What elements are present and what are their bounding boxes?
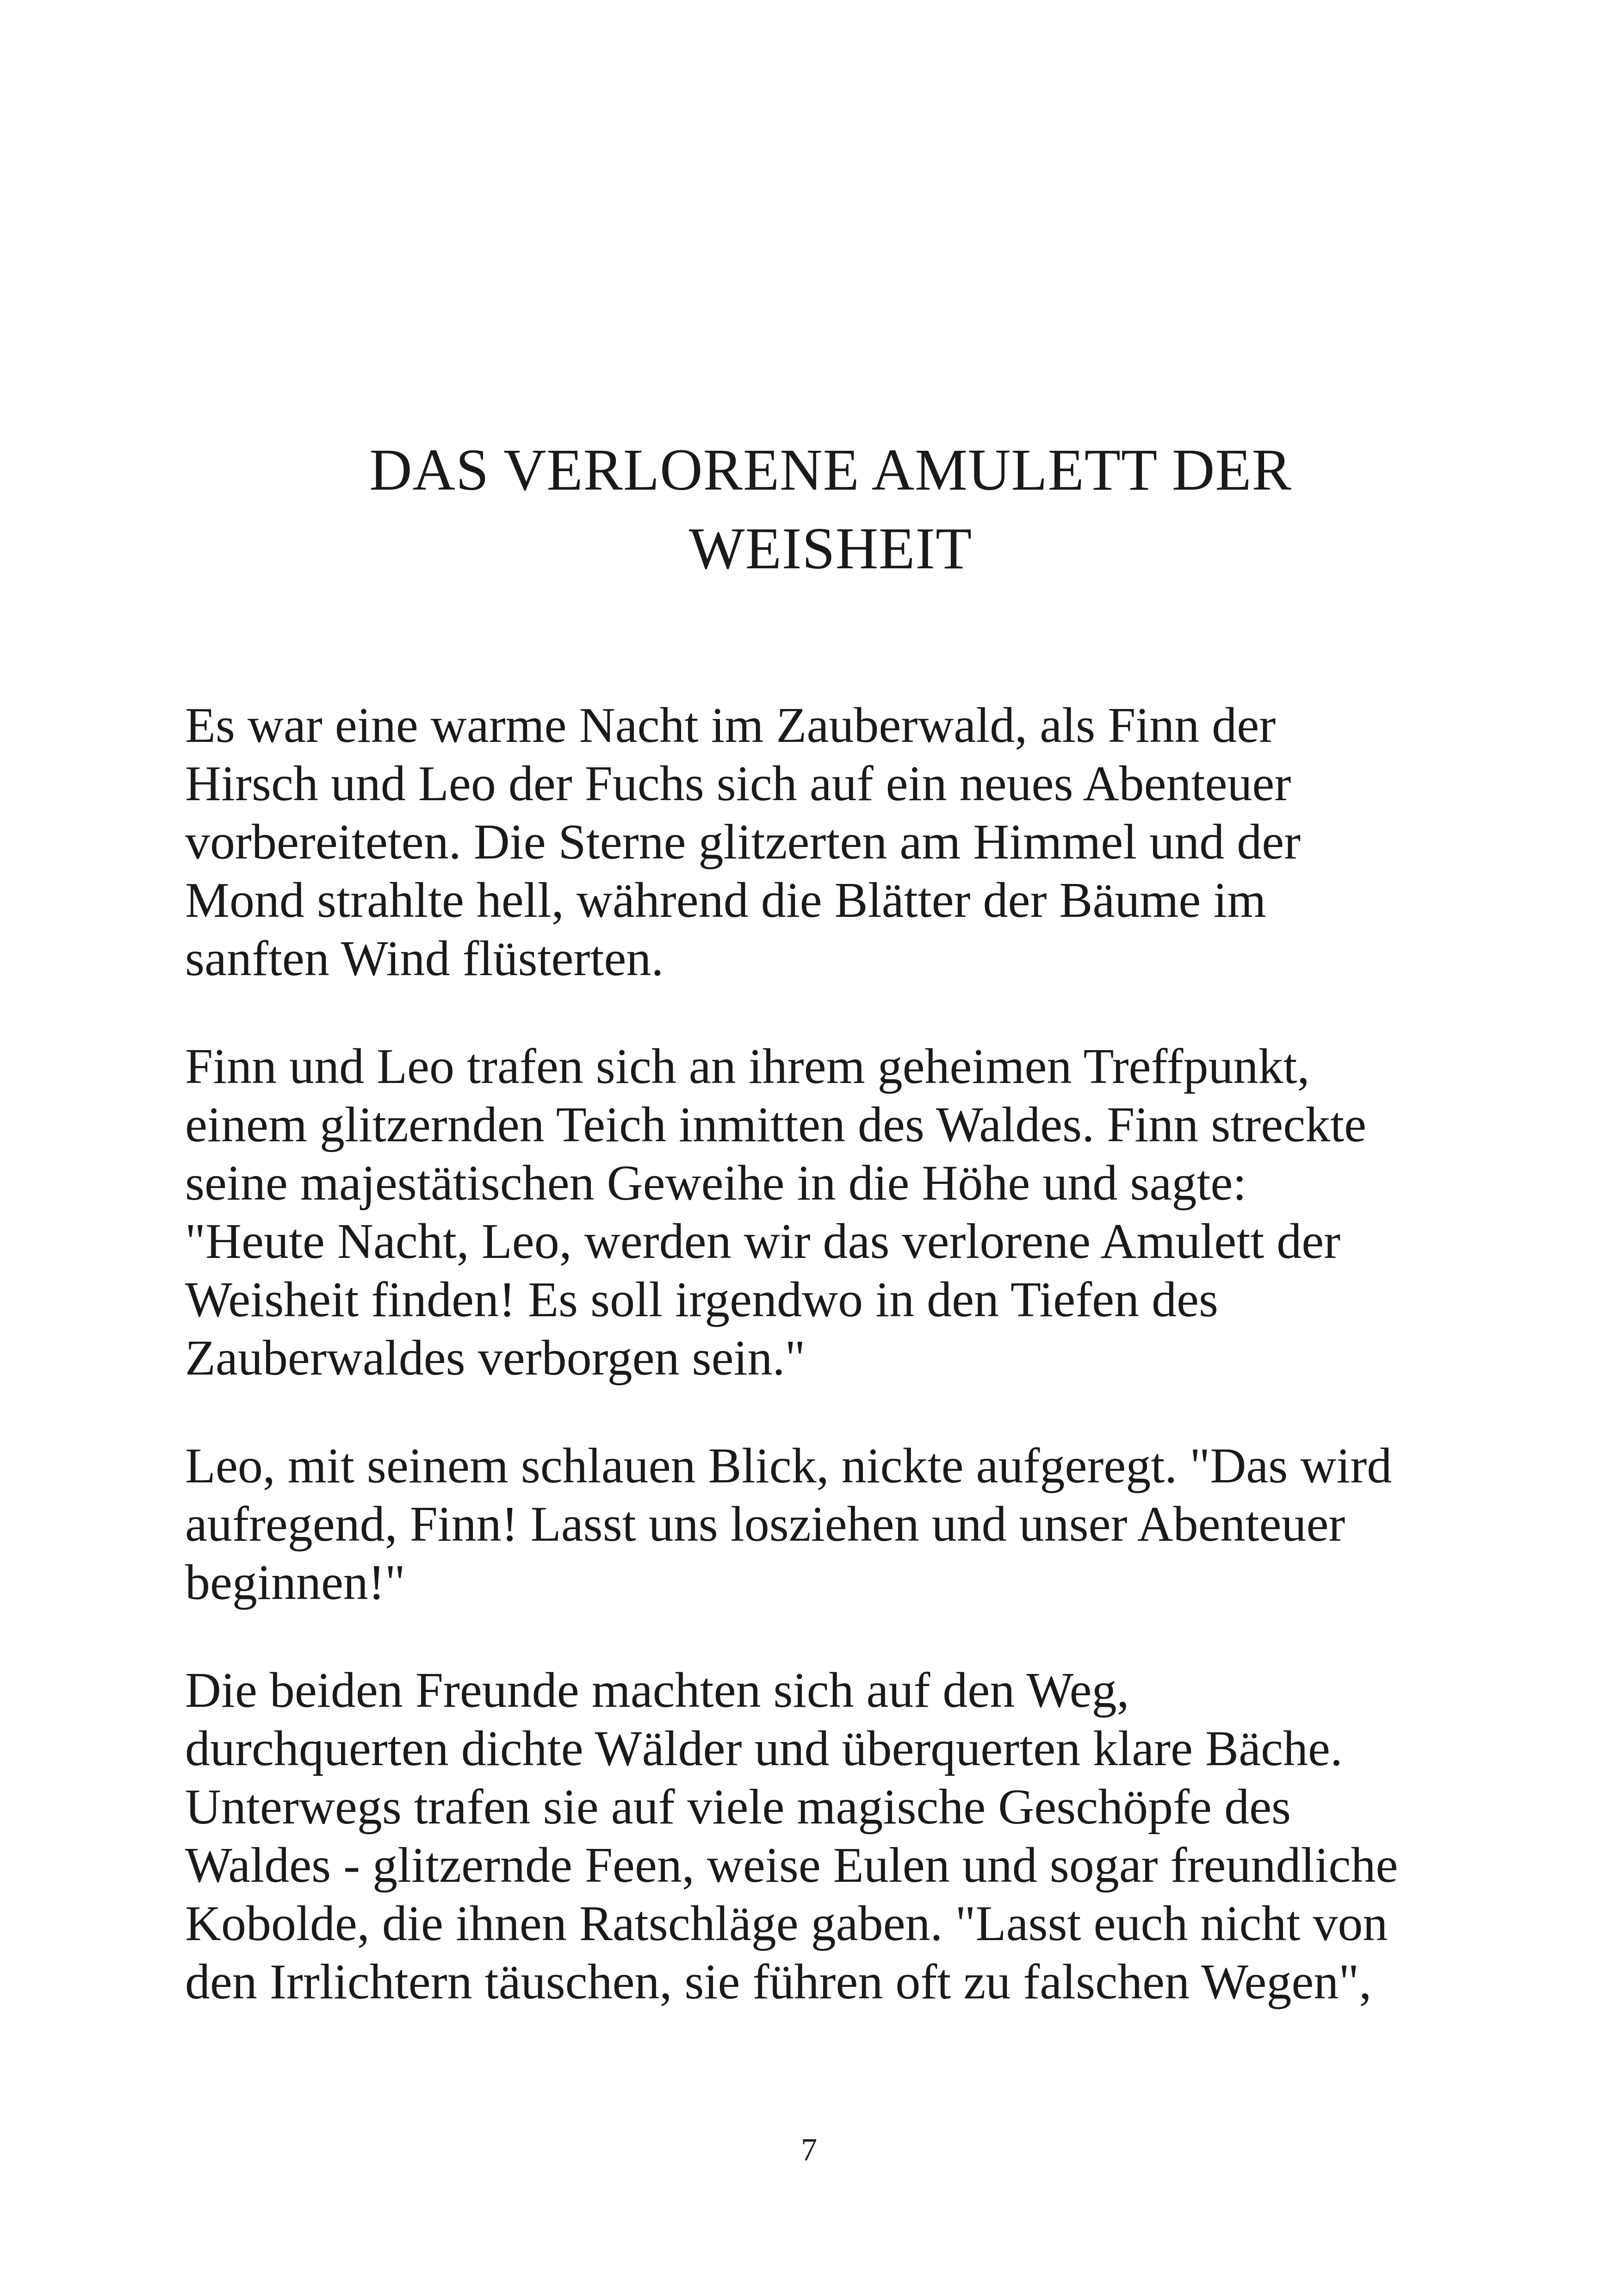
text-line: Es war eine warme Nacht im Zauberwald, als Finn der [185, 698, 1276, 753]
paragraph-2 [185, 1038, 1476, 1388]
text-line: sanften Wind flüsterten. [185, 931, 664, 986]
text-line: Weisheit finden! Es soll irgendwo in den Tiefen des [185, 1272, 1219, 1327]
text-line: seine majestätischen Geweihe in die Höhe und sagte: [185, 1156, 1247, 1211]
text-line: Leo, mit seinem schlauen Blick, nickte aufgeregt. "Das wird [185, 1438, 1392, 1493]
text-line: Mond strahlte hell, während die Blätter der Bäume im [185, 873, 1266, 928]
text-line: Waldes - glitzernde Feen, weise Eulen und sogar freundliche [185, 1838, 1398, 1893]
text-line: durchquerten dichte Wälder und überquerten klare Bäche. [185, 1721, 1343, 1776]
text-line: vorbereiteten. Die Sterne glitzerten am Himmel und der [185, 815, 1301, 870]
text-line: Hirsch und Leo der Fuchs sich auf ein neues Abenteuer [185, 756, 1291, 811]
text-line: Kobolde, die ihnen Ratschläge gaben. "Lasst euch nicht von [185, 1896, 1388, 1951]
text-line: den Irrlichtern täuschen, sie führen oft zu falschen Wegen", [185, 1954, 1372, 2010]
text-line: "Heute Nacht, Leo, werden wir das verlorene Amulett der [185, 1214, 1341, 1269]
page-number: 7 [801, 2132, 817, 2168]
paragraph-3 [185, 1437, 1476, 1612]
paragraph-4 [185, 1661, 1476, 2011]
story-body [185, 697, 1476, 2061]
text-line: Finn und Leo trafen sich an ihrem geheimen Treffpunkt, [185, 1039, 1310, 1094]
text-line: einem glitzernden Teich inmitten des Waldes. Finn streckte [185, 1097, 1367, 1152]
chapter-title-line: WEISHEIT [688, 516, 973, 581]
chapter-title-line: DAS VERLORENE AMULETT DER [369, 437, 1292, 503]
text-line: beginnen!" [185, 1555, 405, 1610]
text-line: aufregend, Finn! Lasst uns losziehen und unser Abenteuer [185, 1497, 1345, 1552]
paragraph-1 [185, 697, 1476, 988]
text-line: Unterwegs trafen sie auf viele magische Geschöpfe des [185, 1780, 1291, 1835]
chapter-title [185, 430, 1476, 588]
text-line: Zauberwaldes verborgen sein." [185, 1331, 806, 1386]
text-line: Die beiden Freunde machten sich auf den Weg, [185, 1663, 1129, 1718]
